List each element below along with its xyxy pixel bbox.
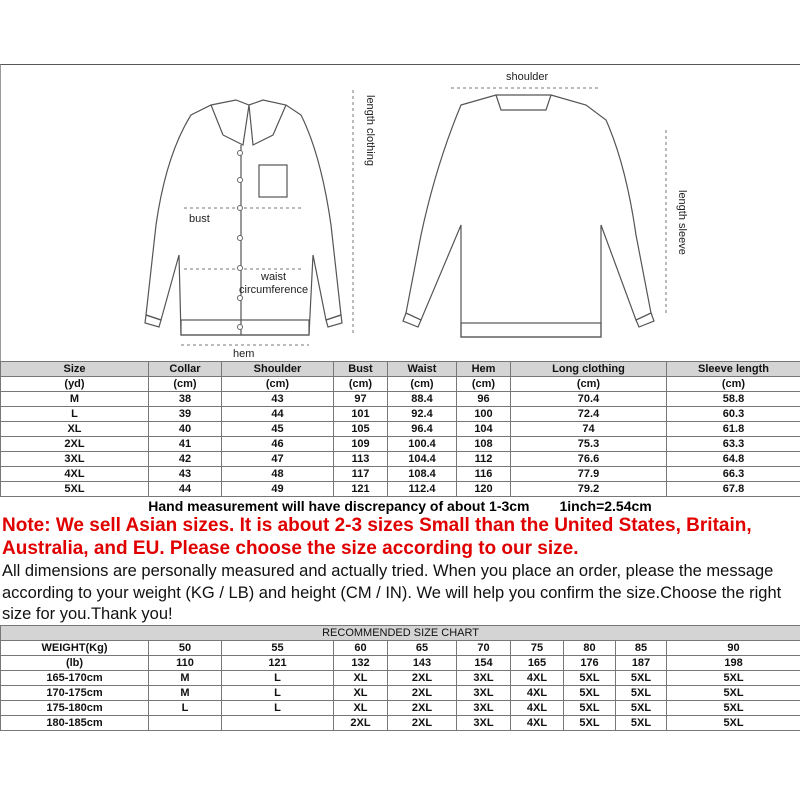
- table-cell: 79.2: [511, 482, 667, 497]
- table-cell: 96.4: [388, 422, 457, 437]
- table-cell: 5XL: [564, 671, 616, 686]
- table-row: [1, 671, 800, 686]
- bust-label: bust: [189, 213, 210, 225]
- table-cell: 46: [222, 437, 334, 452]
- table-header-row: [1, 362, 800, 377]
- table-cell: 41: [149, 437, 222, 452]
- recommended-size-chart: [0, 625, 800, 731]
- table-cell: 43: [149, 467, 222, 482]
- table-cell: WEIGHT(Kg): [1, 641, 149, 656]
- table-cell: Size: [1, 362, 149, 377]
- table-cell: L: [222, 686, 334, 701]
- table-cell: Collar: [149, 362, 222, 377]
- table-cell: 100: [457, 407, 511, 422]
- table-cell: 5XL: [667, 701, 800, 716]
- table-cell: 38: [149, 392, 222, 407]
- table-cell: Hem: [457, 362, 511, 377]
- table-cell: 74: [511, 422, 667, 437]
- table-row: [1, 482, 800, 497]
- table-cell: 2XL: [388, 701, 457, 716]
- table-cell: Long clothing: [511, 362, 667, 377]
- table-cell: 85: [616, 641, 667, 656]
- table-cell: 88.4: [388, 392, 457, 407]
- table-cell: 3XL: [457, 686, 511, 701]
- table-cell: 108: [457, 437, 511, 452]
- table-cell: L: [222, 671, 334, 686]
- table-row: [1, 641, 800, 656]
- table-cell: M: [149, 686, 222, 701]
- table-cell: 58.8: [667, 392, 800, 407]
- table-cell: 5XL: [616, 671, 667, 686]
- table-cell: 80: [564, 641, 616, 656]
- table-cell: 44: [222, 407, 334, 422]
- table-row: [1, 437, 800, 452]
- table-cell: 110: [149, 656, 222, 671]
- table-cell: 104.4: [388, 452, 457, 467]
- table-cell: (cm): [511, 377, 667, 392]
- table-cell: 121: [222, 656, 334, 671]
- length-clothing-label: length clothing: [364, 95, 376, 166]
- table-cell: 2XL: [388, 671, 457, 686]
- table-cell: 165: [511, 656, 564, 671]
- table-cell: (cm): [667, 377, 800, 392]
- table-cell: 97: [334, 392, 388, 407]
- length-sleeve-label: length sleeve: [676, 190, 688, 255]
- table-cell: 49: [222, 482, 334, 497]
- table-cell: 61.8: [667, 422, 800, 437]
- table-cell: 5XL: [564, 701, 616, 716]
- table-cell: 76.6: [511, 452, 667, 467]
- table-cell: 92.4: [388, 407, 457, 422]
- table-cell: 70.4: [511, 392, 667, 407]
- table-cell: XL: [1, 422, 149, 437]
- table-row: [1, 467, 800, 482]
- table-cell: 77.9: [511, 467, 667, 482]
- discrepancy-note: Hand measurement will have discrepancy of about 1-3cm: [148, 498, 530, 514]
- table-cell: 143: [388, 656, 457, 671]
- table-cell: 66.3: [667, 467, 800, 482]
- table-cell: 60: [334, 641, 388, 656]
- table-cell: 42: [149, 452, 222, 467]
- table-cell: 5XL: [667, 671, 800, 686]
- table-cell: [149, 716, 222, 731]
- table-row: [1, 407, 800, 422]
- table-cell: (cm): [388, 377, 457, 392]
- table-cell: 4XL: [511, 671, 564, 686]
- table-row: [1, 656, 800, 671]
- table-cell: M: [149, 671, 222, 686]
- table-cell: 170-175cm: [1, 686, 149, 701]
- table-row: [1, 452, 800, 467]
- circumference-label: circumference: [239, 284, 309, 296]
- inch-conversion: 1inch=2.54cm: [559, 498, 652, 514]
- table-cell: 75.3: [511, 437, 667, 452]
- table-cell: 75: [511, 641, 564, 656]
- recommended-chart-title: RECOMMENDED SIZE CHART: [1, 626, 800, 641]
- table-cell: 198: [667, 656, 800, 671]
- table-cell: 175-180cm: [1, 701, 149, 716]
- table-cell: 3XL: [1, 452, 149, 467]
- table-cell: Bust: [334, 362, 388, 377]
- table-cell: 65: [388, 641, 457, 656]
- table-cell: 112: [457, 452, 511, 467]
- measurement-info: All dimensions are personally measured and actually tried. When you place an order, please the message according to your weight (KG / LB) and height (CM / IN). We will help you confirm the size.Choose the right size for you.Thank you!: [2, 562, 782, 623]
- table-cell: 63.3: [667, 437, 800, 452]
- size-table: [0, 361, 800, 497]
- table-cell: 2XL: [388, 686, 457, 701]
- table-row: [1, 701, 800, 716]
- table-cell: 47: [222, 452, 334, 467]
- table-cell: 64.8: [667, 452, 800, 467]
- table-cell: 109: [334, 437, 388, 452]
- table-cell: 5XL: [616, 686, 667, 701]
- table-cell: 43: [222, 392, 334, 407]
- table-cell: 3XL: [457, 716, 511, 731]
- table-row: [1, 392, 800, 407]
- table-cell: Shoulder: [222, 362, 334, 377]
- table-cell: 5XL: [564, 716, 616, 731]
- table-cell: 5XL: [1, 482, 149, 497]
- table-cell: 187: [616, 656, 667, 671]
- table-cell: 176: [564, 656, 616, 671]
- table-cell: 3XL: [457, 671, 511, 686]
- table-cell: 113: [334, 452, 388, 467]
- table-cell: 132: [334, 656, 388, 671]
- table-cell: 5XL: [616, 716, 667, 731]
- table-cell: 3XL: [457, 701, 511, 716]
- table-units-row: [1, 377, 800, 392]
- table-cell: 5XL: [616, 701, 667, 716]
- table-cell: (cm): [457, 377, 511, 392]
- table-cell: 39: [149, 407, 222, 422]
- table-cell: 165-170cm: [1, 671, 149, 686]
- table-cell: 117: [334, 467, 388, 482]
- table-cell: 44: [149, 482, 222, 497]
- table-cell: 48: [222, 467, 334, 482]
- table-cell: 116: [457, 467, 511, 482]
- table-cell: 72.4: [511, 407, 667, 422]
- table-cell: [222, 716, 334, 731]
- table-cell: 40: [149, 422, 222, 437]
- shirt-diagram: [0, 64, 800, 361]
- table-row: [1, 422, 800, 437]
- table-cell: 180-185cm: [1, 716, 149, 731]
- hem-label: hem: [233, 348, 255, 360]
- table-cell: 120: [457, 482, 511, 497]
- table-cell: 45: [222, 422, 334, 437]
- table-cell: 55: [222, 641, 334, 656]
- table-cell: 96: [457, 392, 511, 407]
- table-cell: Sleeve length: [667, 362, 800, 377]
- table-cell: (lb): [1, 656, 149, 671]
- table-cell: L: [222, 701, 334, 716]
- table-cell: (cm): [222, 377, 334, 392]
- table-cell: Waist: [388, 362, 457, 377]
- waist-label: waist: [261, 271, 287, 283]
- table-cell: 70: [457, 641, 511, 656]
- table-cell: (cm): [334, 377, 388, 392]
- table-row: [1, 686, 800, 701]
- asian-size-warning: Note: We sell Asian sizes. It is about 2-3 sizes Small than the United States, Britain, Australia, and EU. Please choose the size according to our size.: [2, 515, 752, 559]
- table-cell: XL: [334, 701, 388, 716]
- table-cell: 112.4: [388, 482, 457, 497]
- table-cell: 154: [457, 656, 511, 671]
- table-cell: 121: [334, 482, 388, 497]
- table-cell: 4XL: [1, 467, 149, 482]
- table-cell: 101: [334, 407, 388, 422]
- table-cell: 2XL: [388, 716, 457, 731]
- table-cell: 5XL: [667, 686, 800, 701]
- table-cell: 60.3: [667, 407, 800, 422]
- table-cell: 2XL: [334, 716, 388, 731]
- table-cell: 4XL: [511, 686, 564, 701]
- table-cell: 90: [667, 641, 800, 656]
- measurement-note: [0, 498, 800, 514]
- table-cell: 105: [334, 422, 388, 437]
- table-cell: 2XL: [1, 437, 149, 452]
- table-cell: L: [149, 701, 222, 716]
- table-cell: 50: [149, 641, 222, 656]
- table-cell: M: [1, 392, 149, 407]
- table-cell: 100.4: [388, 437, 457, 452]
- shoulder-label: shoulder: [506, 71, 549, 83]
- table-row: [1, 716, 800, 731]
- table-cell: 4XL: [511, 716, 564, 731]
- table-cell: XL: [334, 686, 388, 701]
- table-cell: 5XL: [667, 716, 800, 731]
- table-cell: 67.8: [667, 482, 800, 497]
- table-cell: 4XL: [511, 701, 564, 716]
- table-cell: (yd): [1, 377, 149, 392]
- table-cell: 108.4: [388, 467, 457, 482]
- table-cell: XL: [334, 671, 388, 686]
- table-cell: 104: [457, 422, 511, 437]
- table-cell: 5XL: [564, 686, 616, 701]
- table-cell: L: [1, 407, 149, 422]
- table-cell: (cm): [149, 377, 222, 392]
